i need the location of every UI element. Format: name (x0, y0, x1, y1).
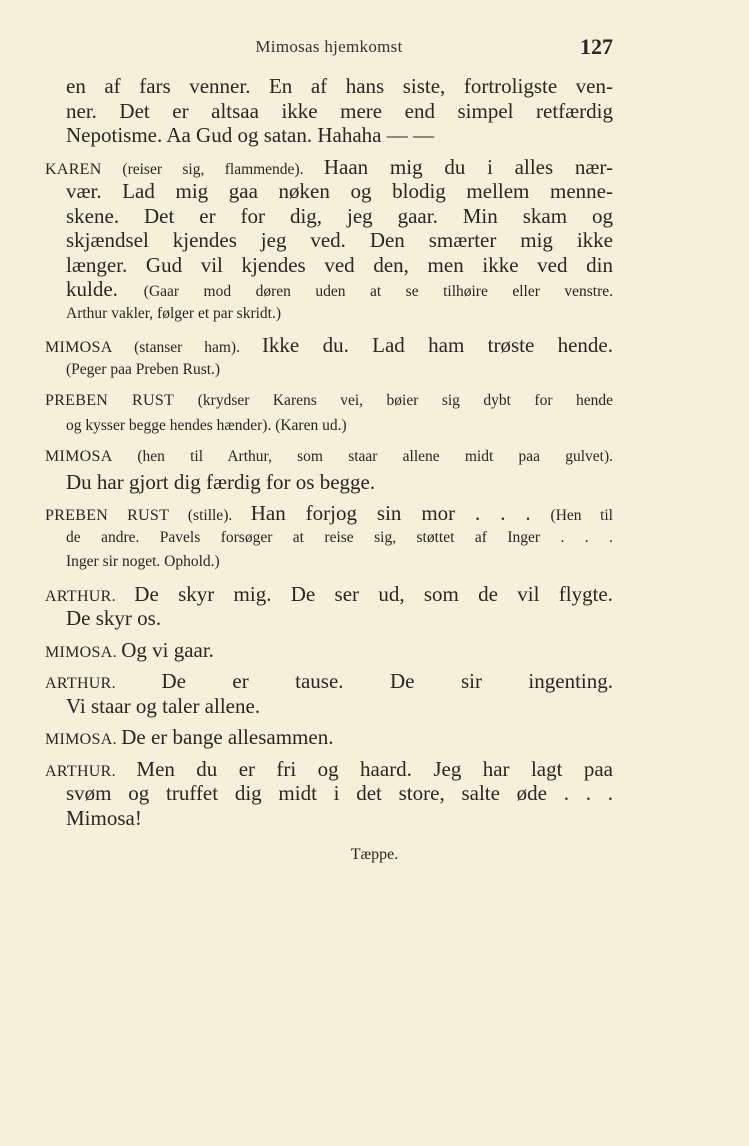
text-line (45, 228, 613, 253)
text-line (45, 526, 613, 551)
text-line (45, 694, 613, 719)
text-line (45, 781, 613, 806)
dialogue-text: en af fars venner. En af hans siste, fortroligste ven- (66, 74, 613, 98)
text-line (45, 725, 613, 750)
page-header (45, 34, 613, 60)
text-line (45, 757, 613, 782)
text-line (45, 333, 613, 358)
stage-direction: (Gaar mod døren uden at se tilhøire eller venstre. (143, 283, 613, 300)
text-line (45, 302, 613, 327)
dialogue-text: De er bange allesammen. (121, 725, 334, 749)
text-line (45, 806, 613, 831)
stage-direction: Inger sir noget. Ophold.) (66, 553, 220, 570)
stage-direction: (krydser Karens vei, bøier sig dybt for hende (197, 392, 613, 409)
page-number: 127 (580, 34, 613, 59)
text-line (45, 99, 613, 124)
dialogue-text: Og vi gaar. (121, 637, 214, 662)
speaker-name: KAREN (45, 160, 123, 178)
dialogue-text: svøm og truffet dig midt i det store, salte øde . . . (66, 781, 613, 805)
speech-paragraph (45, 445, 613, 494)
text-line (45, 74, 613, 99)
stage-direction: og kysser begge hendes hænder). (Karen ud.) (66, 416, 347, 434)
text-line (45, 582, 613, 607)
speaker-name: ARTHUR. (45, 587, 135, 605)
dialogue-text: skene. Det er for dig, jeg gaar. Min skam og (66, 203, 613, 228)
dialogue-text: Vi staar og taler allene. (66, 693, 261, 718)
speaker-name: MIMOSA (45, 339, 135, 356)
stage-direction: (stanser ham). (134, 339, 262, 356)
speech-paragraph (45, 501, 613, 575)
text-line (45, 414, 613, 439)
speaker-name: MIMOSA (45, 448, 138, 465)
dialogue-text: skjændsel kjendes jeg ved. Den smærter mig ikke (66, 228, 613, 252)
speech-paragraph (45, 155, 613, 327)
dialogue-text: Mimosa! (66, 805, 142, 830)
stage-direction: (stille). (187, 507, 251, 524)
text-line (45, 123, 613, 148)
speech-paragraph (45, 638, 613, 663)
speech-paragraph (45, 389, 613, 438)
dialogue-text: De skyr os. (66, 606, 162, 630)
dialogue-text: De skyr mig. De ser ud, som de vil flygte. (134, 581, 613, 606)
text-line (45, 606, 613, 631)
speech-paragraph (45, 582, 613, 631)
speaker-name: ARTHUR. (45, 675, 162, 692)
text-line (45, 204, 613, 229)
running-title: Mimosas hjemkomst (255, 37, 403, 56)
speaker-name: MIMOSA. (45, 731, 122, 748)
text-line (45, 179, 613, 204)
dialogue-text: Du har gjort dig færdig for os begge. (66, 469, 376, 494)
speech-paragraph (45, 74, 613, 148)
stage-direction: (Peger paa Preben Rust.) (66, 360, 221, 378)
speaker-name: ARTHUR. (45, 762, 137, 780)
text-line (45, 501, 613, 526)
speech-paragraph (45, 669, 613, 718)
speaker-name: PREBEN RUST (45, 392, 198, 409)
text-line (45, 470, 613, 495)
text-line (45, 358, 613, 383)
text-line (45, 445, 613, 470)
text-line (45, 389, 613, 414)
dialogue-text: Ikke du. Lad ham trøste hende. (261, 333, 613, 357)
stage-direction: (Hen til (550, 507, 613, 524)
stage-direction: (hen til Arthur, som staar allene midt paa gulvet). (137, 448, 613, 465)
speaker-name: MIMOSA. (45, 643, 122, 661)
text-line (45, 155, 613, 180)
dialogue-text: længer. Gud vil kjendes ved den, men ikke ved din (66, 252, 613, 277)
text-line (45, 669, 613, 694)
speech-paragraph (45, 725, 613, 750)
dialogue-text: Nepotisme. Aa Gud og satan. Hahaha — — (66, 123, 435, 147)
speech-paragraph (45, 757, 613, 831)
dialogue-text: ner. Det er altsaa ikke mere end simpel retfærdig (66, 98, 613, 123)
stage-direction: Arthur vakler, følger et par skridt.) (66, 304, 282, 322)
stage-direction: de andre. Pavels forsøger at reise sig, støttet af Inger . . . (66, 528, 613, 546)
dialogue-text: vær. Lad mig gaa nøken og blodig mellem menne- (66, 179, 613, 203)
play-text (45, 74, 613, 830)
text-line (45, 277, 613, 302)
text-line (45, 550, 613, 575)
text-line (45, 253, 613, 278)
dialogue-text: Men du er fri og haard. Jeg har lagt paa (136, 756, 613, 781)
text-line (45, 638, 613, 663)
dialogue-text: De er tause. De sir ingenting. (161, 669, 613, 693)
curtain-direction: Tæppe. (350, 846, 399, 863)
dialogue-text: Haan mig du i alles nær- (323, 154, 613, 179)
speech-paragraph (45, 333, 613, 382)
speaker-name: PREBEN RUST (45, 507, 188, 524)
dialogue-text: Han forjog sin mor . . . (250, 501, 551, 525)
stage-direction: (reiser sig, flammende). (122, 160, 324, 178)
dialogue-text: kulde. (66, 277, 144, 301)
